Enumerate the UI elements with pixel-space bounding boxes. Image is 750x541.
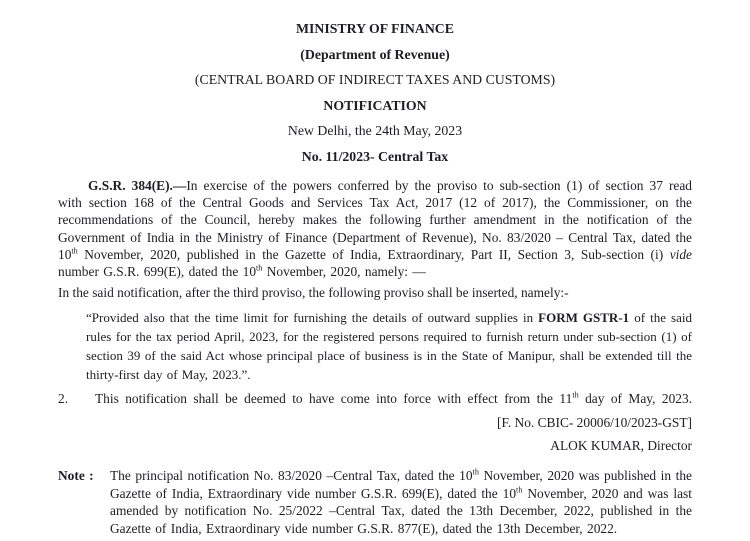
inserted-proviso-paragraph: “Provided also that the time limit for furnishing the details of outward supplies in FORM GSTR-1 of the said rules for the tax period April, 2023, for the registered persons required to furnish return under sub-section (1) of section 39 of the said Act whose principal place of business is in the State of Manipur, shall be extended till the thirty-first day of May, 2023.”.: [86, 310, 692, 382]
department-subtitle: (Department of Revenue): [300, 46, 450, 62]
notification-number: No. 11/2023- Central Tax: [301, 148, 449, 164]
file-number-line: [F. No. CBIC- 20006/10/2023-GST]: [497, 414, 692, 430]
note-text: The principal notification No. 83/2020 –Central Tax, dated the 10th November, 2020 was published in the Gazette of India, Extraordinary vide number G.S.R. 699(E), dated the 10th November, 2020 and was last amended by notification No. 25/2022 –Central Tax, dated the 13th December, 2022, published in the Gazette of India, Extraordinary vide number G.S.R. 877(E), dated the 13th December, 2022.: [110, 467, 692, 536]
clause-2-text: This notification shall be deemed to have come into force with effect from the 11th day of May, 2023.: [95, 390, 693, 406]
note-block: [58, 467, 692, 537]
signatory-line: ALOK KUMAR, Director: [550, 438, 692, 454]
clause-2-number: 2.: [58, 390, 69, 406]
board-subtitle: (CENTRAL BOARD OF INDIRECT TAXES AND CUSTOMS): [194, 72, 556, 87]
ministry-title: MINISTRY OF FINANCE: [296, 21, 454, 36]
note-label: Note :: [58, 468, 94, 484]
notification-heading: NOTIFICATION: [323, 97, 427, 113]
amendment-intro-paragraph: In the said notification, after the third proviso, the following proviso shall be inserted, namely:-: [58, 285, 569, 301]
document-header: [58, 16, 692, 169]
clause-2-paragraph: [58, 390, 692, 407]
place-date-line: New Delhi, the 24th May, 2023: [287, 123, 463, 138]
opening-paragraph: G.S.R. 384(E).—In exercise of the powers conferred by the proviso to sub-section (1) of section 37 read with section 168 of the Central Goods and Services Tax Act, 2017 (12 of 2017), the Commissioner, on the recommendations of the Council, hereby makes the following further amendment in the notification of the Government of India in the Ministry of Finance (Department of Revenue), No. 83/2020 – Central Tax, dated the 10th November, 2020, published in the Gazette of India, Extraordinary, Part II, Section 3, Sub-section (i) vide number G.S.R. 699(E), dated the 10th November, 2020, namely: —: [58, 178, 692, 280]
